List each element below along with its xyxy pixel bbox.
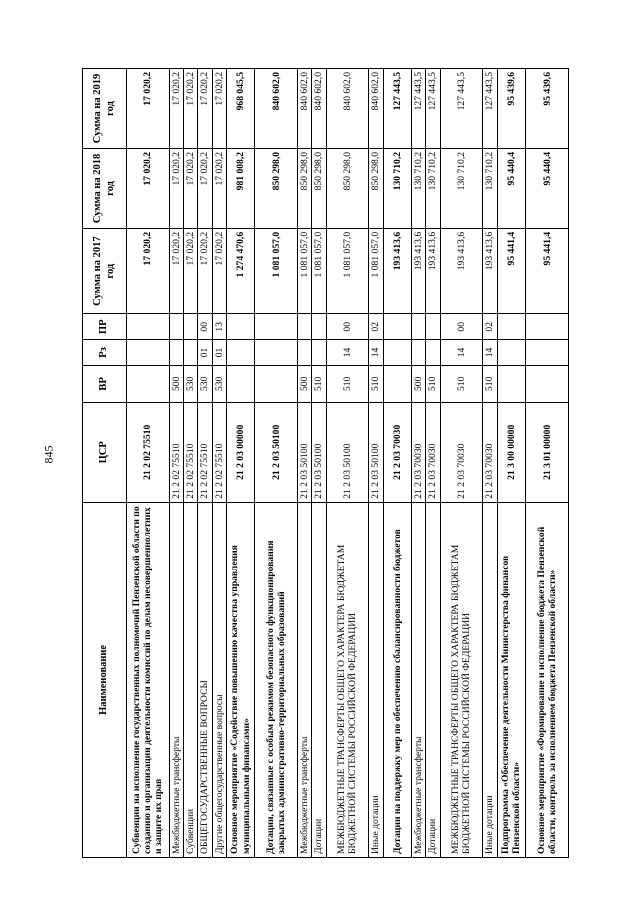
cell-rz xyxy=(426,340,440,366)
cell-name: Другие общегосударственные вопросы xyxy=(212,502,226,857)
cell-rz xyxy=(169,340,183,366)
cell-sum-2019: 17 020,2 xyxy=(184,69,198,149)
cell-sum-2018: 130 710,2 xyxy=(426,148,440,228)
cell-vr: 500 xyxy=(412,365,426,402)
header-pr: ПР xyxy=(83,314,127,340)
header-sum-2019: Сумма на 2019 год xyxy=(83,69,127,149)
cell-pr: 00 xyxy=(198,314,212,340)
cell-sum-2017: 95 441,4 xyxy=(497,228,526,314)
header-rz: Рз xyxy=(83,340,127,366)
cell-sum-2019: 17 020,2 xyxy=(169,69,183,149)
cell-sum-2019: 127 443,5 xyxy=(440,69,483,149)
budget-table xyxy=(82,68,569,858)
cell-vr: 510 xyxy=(312,365,326,402)
cell-sum-2018: 981 008,2 xyxy=(226,148,255,228)
cell-sum-2018: 850 298,0 xyxy=(255,148,298,228)
cell-vr: 530 xyxy=(184,365,198,402)
cell-rz: 14 xyxy=(440,340,483,366)
cell-sum-2018: 17 020,2 xyxy=(184,148,198,228)
cell-name: Дотации xyxy=(426,502,440,857)
cell-pr xyxy=(169,314,183,340)
cell-sum-2017: 193 413,6 xyxy=(483,228,497,314)
cell-pr xyxy=(383,314,412,340)
cell-sum-2017: 193 413,6 xyxy=(426,228,440,314)
cell-name: Иные дотации xyxy=(369,502,383,857)
cell-name: Дотации на поддержку мер по обеспечению сбалансированности бюджетов xyxy=(383,502,412,857)
cell-rz xyxy=(226,340,255,366)
cell-csr: 21 2 03 70030 xyxy=(440,402,483,502)
cell-csr: 21 2 03 00000 xyxy=(226,402,255,502)
cell-sum-2017: 1 081 057,0 xyxy=(255,228,298,314)
cell-csr: 21 2 03 50100 xyxy=(369,402,383,502)
cell-sum-2018: 17 020,2 xyxy=(127,148,170,228)
cell-rz xyxy=(184,340,198,366)
table-row xyxy=(440,69,483,858)
cell-rz xyxy=(497,340,526,366)
cell-sum-2019: 127 443,5 xyxy=(426,69,440,149)
cell-csr: 21 2 02 75510 xyxy=(127,402,170,502)
cell-sum-2017: 193 413,6 xyxy=(383,228,412,314)
cell-sum-2019: 127 443,5 xyxy=(412,69,426,149)
cell-sum-2018: 850 298,0 xyxy=(369,148,383,228)
cell-sum-2018: 130 710,2 xyxy=(383,148,412,228)
header-row xyxy=(83,69,127,858)
cell-csr: 21 2 03 50100 xyxy=(255,402,298,502)
cell-sum-2017: 17 020,2 xyxy=(212,228,226,314)
cell-csr: 21 2 02 75510 xyxy=(184,402,198,502)
cell-rz xyxy=(312,340,326,366)
table-row xyxy=(198,69,212,858)
header-name: Наименование xyxy=(83,502,127,857)
table-row xyxy=(426,69,440,858)
cell-name: МЕЖБЮДЖЕТНЫЕ ТРАНСФЕРТЫ ОБЩЕГО ХАРАКТЕРА БЮДЖЕТАМ БЮДЖЕТНОЙ СИСТЕМЫ РОССИЙСКОЙ ФЕДЕРАЦИИ xyxy=(326,502,369,857)
cell-sum-2018: 17 020,2 xyxy=(212,148,226,228)
cell-sum-2017: 1 081 057,0 xyxy=(312,228,326,314)
cell-sum-2019: 840 602,0 xyxy=(326,69,369,149)
cell-sum-2019: 840 602,0 xyxy=(255,69,298,149)
cell-csr: 21 2 03 50100 xyxy=(326,402,369,502)
cell-vr: 510 xyxy=(426,365,440,402)
cell-csr: 21 2 03 70030 xyxy=(426,402,440,502)
cell-pr xyxy=(298,314,312,340)
header-sum-2017: Сумма на 2017 год xyxy=(83,228,127,314)
cell-sum-2019: 127 443,5 xyxy=(383,69,412,149)
cell-name: Основное мероприятие «Содействие повышению качества управления муниципальными финансами» xyxy=(226,502,255,857)
cell-sum-2018: 17 020,2 xyxy=(169,148,183,228)
cell-rz xyxy=(298,340,312,366)
table-row xyxy=(226,69,255,858)
cell-vr xyxy=(127,365,170,402)
cell-sum-2019: 840 602,0 xyxy=(312,69,326,149)
cell-sum-2018: 130 710,2 xyxy=(412,148,426,228)
cell-csr: 21 2 03 50100 xyxy=(312,402,326,502)
page-number: 845 xyxy=(41,445,56,464)
cell-name: МЕЖБЮДЖЕТНЫЕ ТРАНСФЕРТЫ ОБЩЕГО ХАРАКТЕРА БЮДЖЕТАМ БЮДЖЕТНОЙ СИСТЕМЫ РОССИЙСКОЙ ФЕДЕРАЦИИ xyxy=(440,502,483,857)
header-csr: ЦСР xyxy=(83,402,127,502)
cell-sum-2017: 95 441,4 xyxy=(526,228,569,314)
cell-rz: 01 xyxy=(198,340,212,366)
table-row xyxy=(526,69,569,858)
cell-sum-2019: 17 020,2 xyxy=(198,69,212,149)
cell-sum-2019: 968 045,5 xyxy=(226,69,255,149)
cell-sum-2017: 17 020,2 xyxy=(169,228,183,314)
cell-sum-2018: 850 298,0 xyxy=(312,148,326,228)
table-row xyxy=(483,69,497,858)
cell-pr xyxy=(184,314,198,340)
cell-rz xyxy=(255,340,298,366)
table-row xyxy=(412,69,426,858)
cell-pr xyxy=(255,314,298,340)
cell-sum-2017: 17 020,2 xyxy=(127,228,170,314)
cell-sum-2017: 193 413,6 xyxy=(412,228,426,314)
cell-sum-2019: 95 439,6 xyxy=(526,69,569,149)
cell-pr xyxy=(412,314,426,340)
cell-pr xyxy=(226,314,255,340)
cell-rz xyxy=(127,340,170,366)
table-row xyxy=(312,69,326,858)
cell-vr: 500 xyxy=(298,365,312,402)
cell-csr: 21 2 03 50100 xyxy=(298,402,312,502)
cell-sum-2017: 17 020,2 xyxy=(184,228,198,314)
cell-csr: 21 2 02 75510 xyxy=(169,402,183,502)
table-row xyxy=(326,69,369,858)
cell-pr xyxy=(426,314,440,340)
cell-sum-2017: 1 081 057,0 xyxy=(298,228,312,314)
table-row xyxy=(298,69,312,858)
cell-sum-2017: 193 413,6 xyxy=(440,228,483,314)
cell-vr: 530 xyxy=(198,365,212,402)
cell-name: Межбюджетные трансферты xyxy=(169,502,183,857)
cell-sum-2018: 130 710,2 xyxy=(483,148,497,228)
cell-rz: 14 xyxy=(369,340,383,366)
cell-vr: 530 xyxy=(212,365,226,402)
table-row xyxy=(127,69,170,858)
cell-name: ОБЩЕГОСУДАРСТВЕННЫЕ ВОПРОСЫ xyxy=(198,502,212,857)
cell-sum-2018: 17 020,2 xyxy=(198,148,212,228)
cell-pr: 00 xyxy=(440,314,483,340)
cell-rz: 14 xyxy=(326,340,369,366)
cell-pr: 02 xyxy=(369,314,383,340)
cell-csr: 21 2 03 70030 xyxy=(412,402,426,502)
cell-vr xyxy=(526,365,569,402)
cell-name: Субвенции на исполнение государственных полномочий Пензенской области по созданию и организации деятельности комиссий по делам несовершеннолетних и защите их прав xyxy=(127,502,170,857)
cell-pr xyxy=(127,314,170,340)
cell-vr: 510 xyxy=(369,365,383,402)
header-sum-2018: Сумма на 2018 год xyxy=(83,148,127,228)
cell-vr: 510 xyxy=(326,365,369,402)
cell-vr xyxy=(383,365,412,402)
table-row xyxy=(383,69,412,858)
cell-name: Субвенции xyxy=(184,502,198,857)
cell-sum-2018: 95 440,4 xyxy=(526,148,569,228)
cell-pr: 00 xyxy=(326,314,369,340)
cell-csr: 21 3 00 00000 xyxy=(497,402,526,502)
cell-rz xyxy=(412,340,426,366)
cell-csr: 21 3 01 00000 xyxy=(526,402,569,502)
cell-sum-2017: 1 081 057,0 xyxy=(326,228,369,314)
cell-sum-2018: 130 710,2 xyxy=(440,148,483,228)
cell-sum-2017: 1 081 057,0 xyxy=(369,228,383,314)
table-row xyxy=(169,69,183,858)
cell-sum-2019: 840 602,0 xyxy=(369,69,383,149)
cell-sum-2018: 95 440,4 xyxy=(497,148,526,228)
cell-vr: 500 xyxy=(169,365,183,402)
cell-name: Дотации, связанные с особым режимом безопасного функционирования закрытых административно-территориальных образований xyxy=(255,502,298,857)
cell-vr xyxy=(497,365,526,402)
cell-name: Иные дотации xyxy=(483,502,497,857)
cell-sum-2017: 17 020,2 xyxy=(198,228,212,314)
cell-rz: 14 xyxy=(483,340,497,366)
cell-vr xyxy=(226,365,255,402)
cell-name: Основное мероприятие «Формирование и исполнение бюджета Пензенской области, контроль за исполнением бюджета Пензенской области» xyxy=(526,502,569,857)
cell-name: Межбюджетные трансферты xyxy=(298,502,312,857)
table-row xyxy=(369,69,383,858)
cell-sum-2019: 17 020,2 xyxy=(212,69,226,149)
table-row xyxy=(497,69,526,858)
cell-sum-2019: 17 020,2 xyxy=(127,69,170,149)
cell-pr xyxy=(526,314,569,340)
rotated-page xyxy=(82,68,569,858)
cell-csr: 21 2 03 70030 xyxy=(383,402,412,502)
cell-sum-2019: 95 439,6 xyxy=(497,69,526,149)
cell-vr: 510 xyxy=(483,365,497,402)
cell-rz: 01 xyxy=(212,340,226,366)
table-row xyxy=(255,69,298,858)
cell-rz xyxy=(383,340,412,366)
table-row xyxy=(184,69,198,858)
cell-sum-2019: 840 602,0 xyxy=(298,69,312,149)
cell-csr: 21 2 02 75510 xyxy=(212,402,226,502)
cell-name: Подпрограмма «Обеспечение деятельности Министерства финансов Пензенской области» xyxy=(497,502,526,857)
cell-name: Межбюджетные трансферты xyxy=(412,502,426,857)
cell-csr: 21 2 03 70030 xyxy=(483,402,497,502)
cell-sum-2018: 850 298,0 xyxy=(298,148,312,228)
cell-vr xyxy=(255,365,298,402)
cell-rz xyxy=(526,340,569,366)
table-row xyxy=(212,69,226,858)
cell-vr: 510 xyxy=(440,365,483,402)
cell-name: Дотации xyxy=(312,502,326,857)
header-vr: ВР xyxy=(83,365,127,402)
cell-pr: 02 xyxy=(483,314,497,340)
cell-pr: 13 xyxy=(212,314,226,340)
cell-sum-2017: 1 274 470,6 xyxy=(226,228,255,314)
cell-pr xyxy=(312,314,326,340)
cell-sum-2019: 127 443,5 xyxy=(483,69,497,149)
cell-sum-2018: 850 298,0 xyxy=(326,148,369,228)
cell-csr: 21 2 02 75510 xyxy=(198,402,212,502)
cell-pr xyxy=(497,314,526,340)
